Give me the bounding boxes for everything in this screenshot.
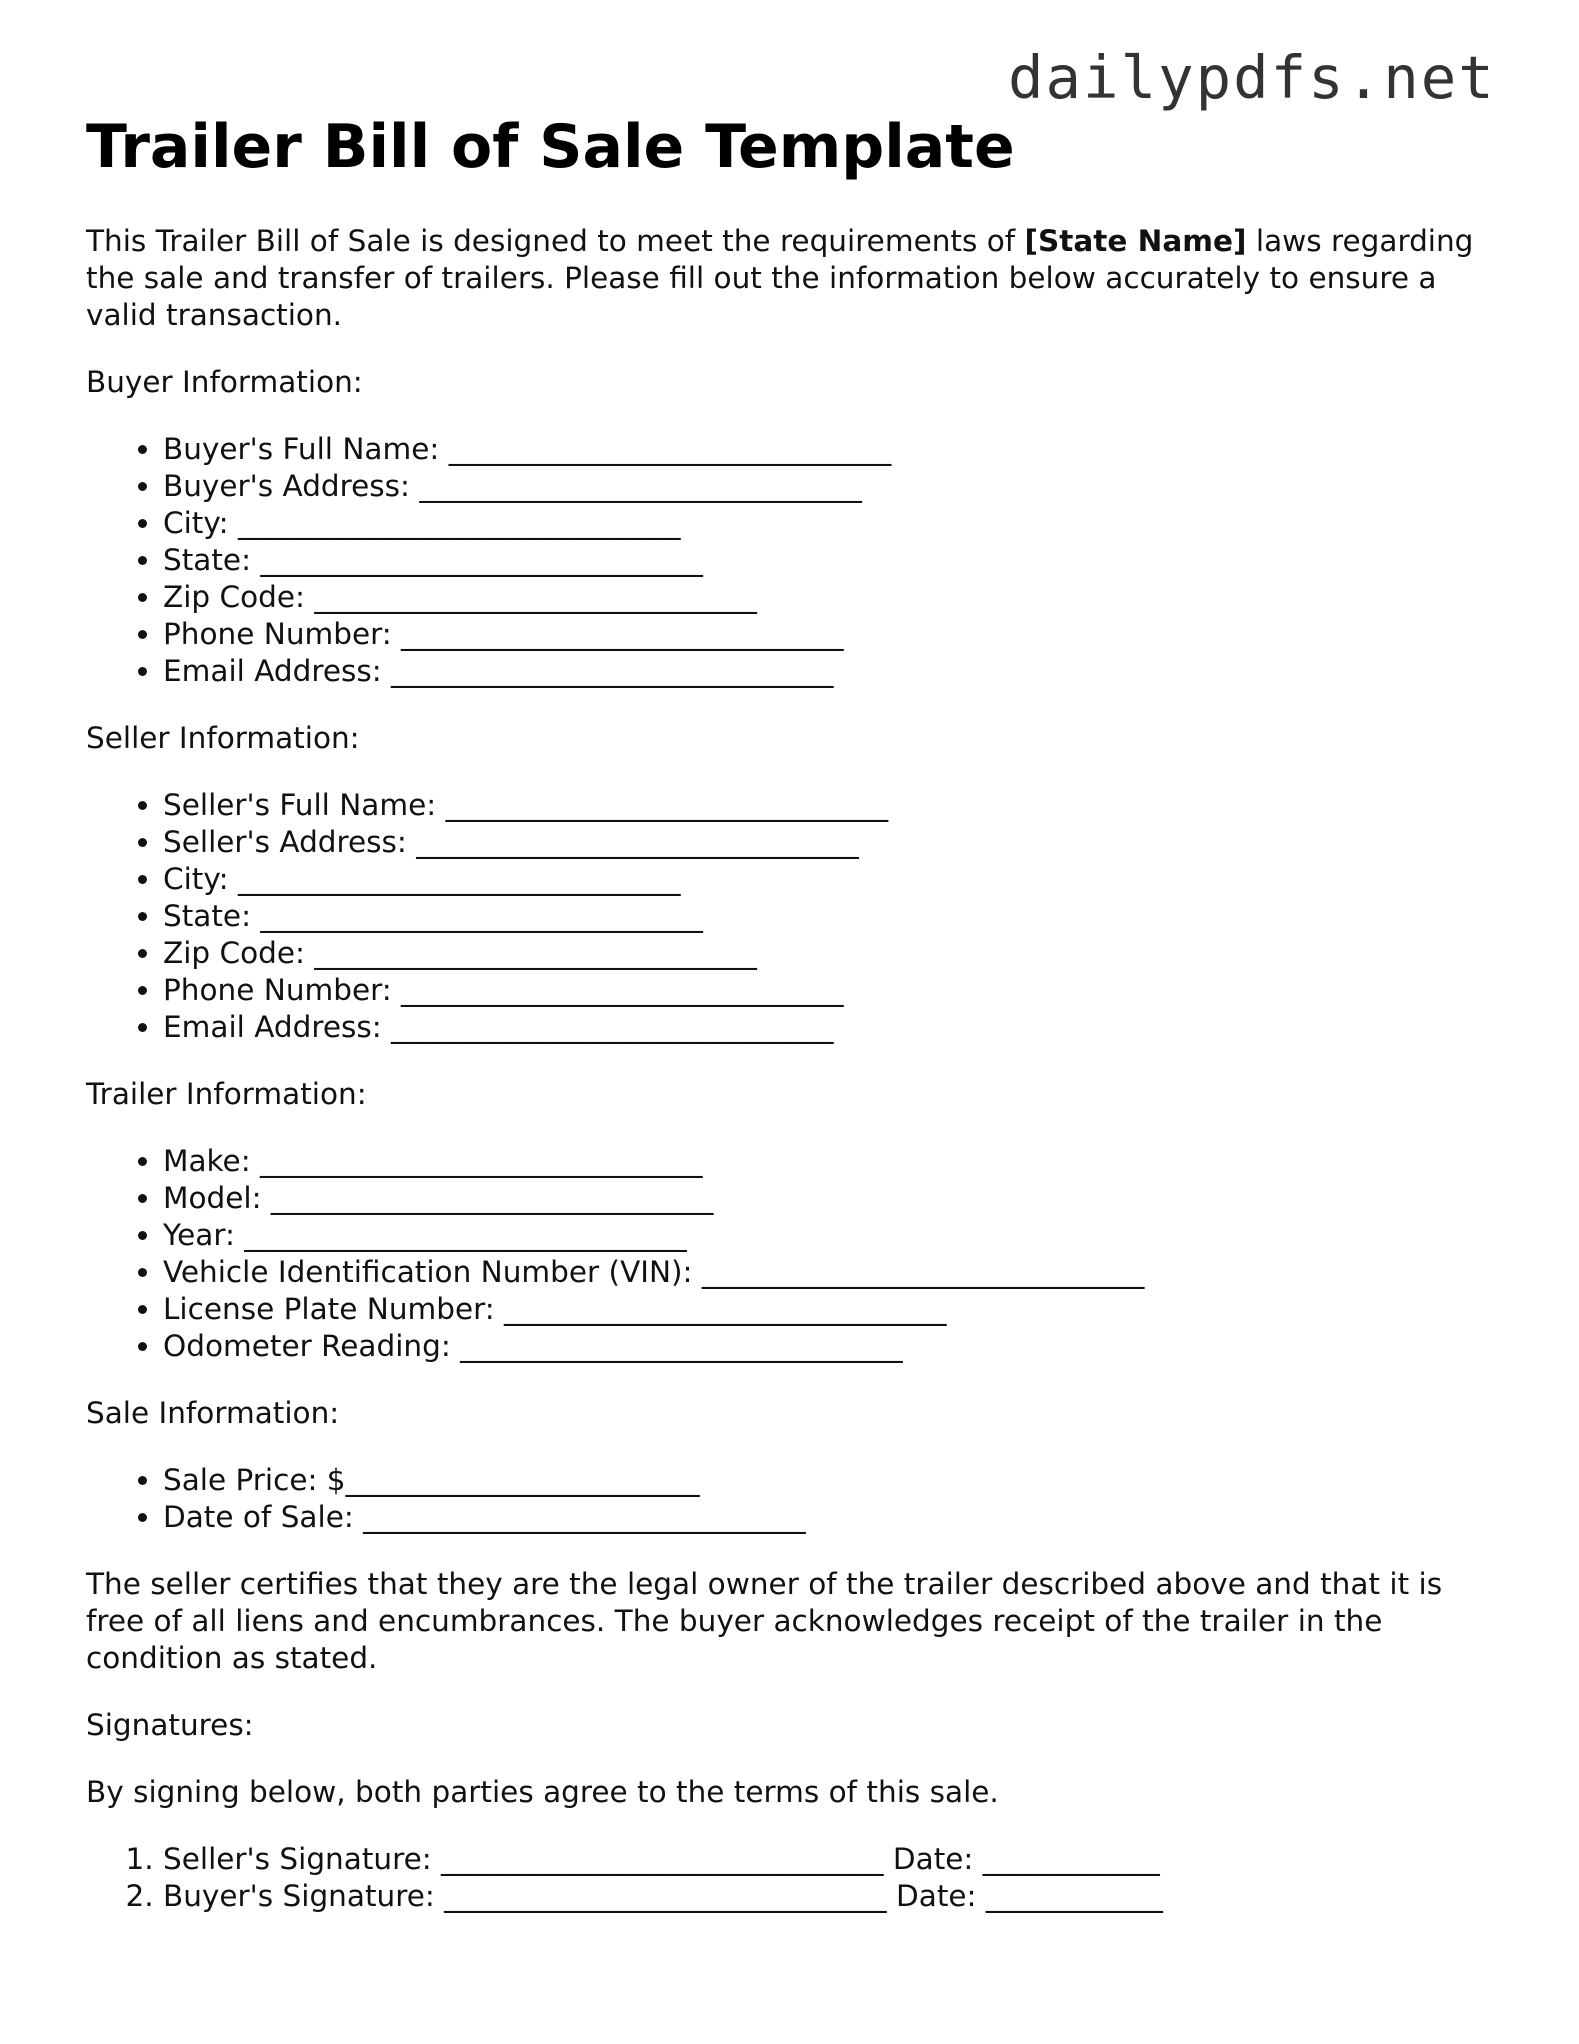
buyer-address-field[interactable]: • Buyer's Address: ______________________________: [163, 468, 1506, 505]
trailer-field-list: [86, 1143, 1506, 1365]
trailer-vin-field[interactable]: • Vehicle Identification Number (VIN): ______________________________: [163, 1254, 1506, 1291]
sale-field-list: [86, 1462, 1506, 1536]
sale-section-heading: Sale Information:: [86, 1396, 340, 1430]
buyer-state-field[interactable]: • State: ______________________________: [163, 542, 1506, 579]
certification-paragraph: The seller certifies that they are the legal owner of the trailer described above and that it is free of all liens and encumbrances. The buyer acknowledges receipt of the trailer in the condition as stated.: [86, 1567, 1443, 1675]
seller-signature-field[interactable]: 1. Seller's Signature: ______________________________ Date: ____________: [163, 1841, 1506, 1878]
seller-full-name-field[interactable]: • Seller's Full Name: ______________________________: [163, 787, 1506, 824]
signatures-heading: Signatures:: [86, 1708, 254, 1742]
seller-field-list: [86, 787, 1506, 1046]
sale-date-field[interactable]: • Date of Sale: ______________________________: [163, 1499, 1506, 1536]
seller-state-field[interactable]: • State: ______________________________: [163, 898, 1506, 935]
signatures-agreement: By signing below, both parties agree to the terms of this sale.: [86, 1775, 999, 1809]
buyer-full-name-field[interactable]: • Buyer's Full Name: ______________________________: [163, 431, 1506, 468]
buyer-phone-field[interactable]: • Phone Number: ______________________________: [163, 616, 1506, 653]
buyer-city-field[interactable]: • City: ______________________________: [163, 505, 1506, 542]
buyer-zip-field[interactable]: • Zip Code: ______________________________: [163, 579, 1506, 616]
buyer-signature-field[interactable]: 2. Buyer's Signature: ______________________________ Date: ____________: [163, 1878, 1506, 1915]
state-name-placeholder: [State Name]: [1024, 224, 1247, 258]
document-page: [86, 110, 1506, 1915]
signature-list: [86, 1841, 1506, 1915]
intro-text-end: laws regarding the sale and transfer of trailers. Please fill out the information below accurately to ensure a valid transaction.: [86, 224, 1474, 332]
buyer-field-list: [86, 431, 1506, 690]
seller-zip-field[interactable]: • Zip Code: ______________________________: [163, 935, 1506, 972]
trailer-odometer-field[interactable]: • Odometer Reading: ______________________________: [163, 1328, 1506, 1365]
sale-price-field[interactable]: • Sale Price: $________________________: [163, 1462, 1506, 1499]
seller-email-field[interactable]: • Email Address: ______________________________: [163, 1009, 1506, 1046]
intro-paragraph: [86, 223, 1506, 334]
trailer-section-heading: Trailer Information:: [86, 1077, 367, 1111]
seller-section-heading: Seller Information:: [86, 721, 360, 755]
buyer-email-field[interactable]: • Email Address: ______________________________: [163, 653, 1506, 690]
page-title: Trailer Bill of Sale Template: [86, 112, 1015, 182]
seller-phone-field[interactable]: • Phone Number: ______________________________: [163, 972, 1506, 1009]
trailer-license-plate-field[interactable]: • License Plate Number: ______________________________: [163, 1291, 1506, 1328]
intro-text-start: This Trailer Bill of Sale is designed to meet the requirements of: [86, 224, 1025, 258]
trailer-model-field[interactable]: • Model: ______________________________: [163, 1180, 1506, 1217]
seller-address-field[interactable]: • Seller's Address: ______________________________: [163, 824, 1506, 861]
buyer-section-heading: Buyer Information:: [86, 365, 363, 399]
seller-city-field[interactable]: • City: ______________________________: [163, 861, 1506, 898]
watermark: dailypdfs.net: [1008, 43, 1496, 112]
trailer-year-field[interactable]: • Year: ______________________________: [163, 1217, 1506, 1254]
trailer-make-field[interactable]: • Make: ______________________________: [163, 1143, 1506, 1180]
